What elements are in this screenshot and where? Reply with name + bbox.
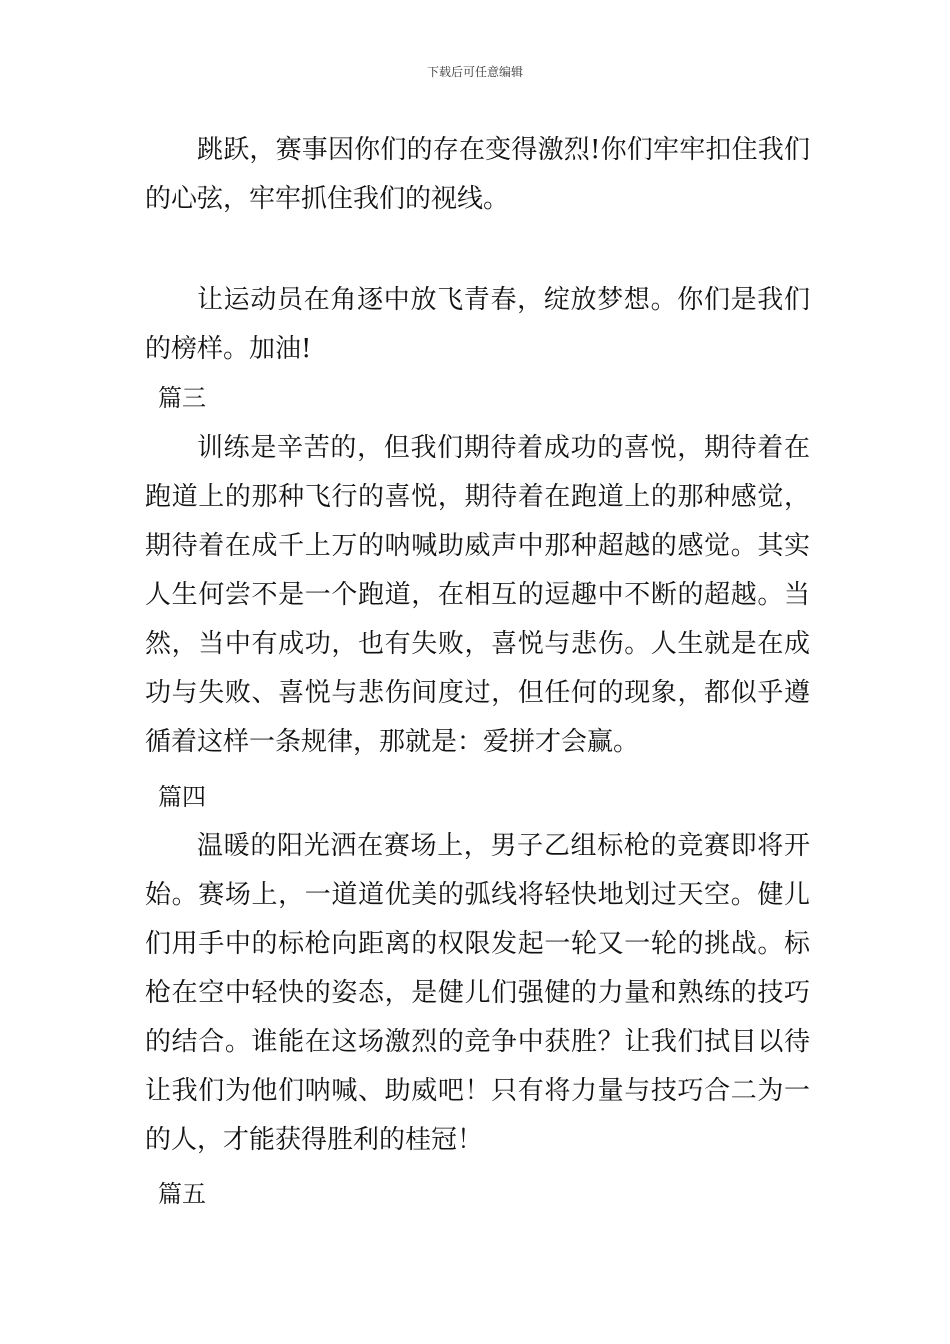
section-heading-5: 篇五 <box>158 1180 206 1208</box>
paragraph-3: 训练是辛苦的，但我们期待着成功的喜悦，期待着在跑道上的那种飞行的喜悦，期待着在跑道上的那种感觉，期待着在成千上万的呐喊助威声中那种超越的感觉。其实人生何尝不是一个跑道，在相互的逗趣中不断的超越。当然，当中有成功，也有失败，喜悦与悲伤。人生就是在成功与失败、喜悦与悲伤间度过，但任何的现象，都似乎遵循着这样一条规律，那就是：爱拼才会赢。 <box>145 433 810 757</box>
page-header: 下载后可任意编辑 <box>426 65 523 79</box>
paragraph-2: 让运动员在角逐中放飞青春，绽放梦想。你们是我们的榜样。加油! <box>145 285 810 364</box>
section-heading-4: 篇四 <box>158 783 206 811</box>
section-heading-3: 篇三 <box>158 384 206 412</box>
paragraph-1: 跳跃，赛事因你们的存在变得激烈!你们牢牢扣住我们的心弦，牢牢抓住我们的视线。 <box>145 135 810 214</box>
paragraph-4: 温暖的阳光洒在赛场上，男子乙组标枪的竞赛即将开始。赛场上，一道道优美的弧线将轻快地划过天空。健儿们用手中的标枪向距离的权限发起一轮又一轮的挑战。标枪在空中轻快的姿态，是健儿们强健的力量和熟练的技巧的结合。谁能在这场激烈的竞争中获胜？让我们拭目以待让我们为他们呐喊、助威吧！只有将力量与技巧合二为一的人，才能获得胜利的桂冠！ <box>145 831 810 1155</box>
